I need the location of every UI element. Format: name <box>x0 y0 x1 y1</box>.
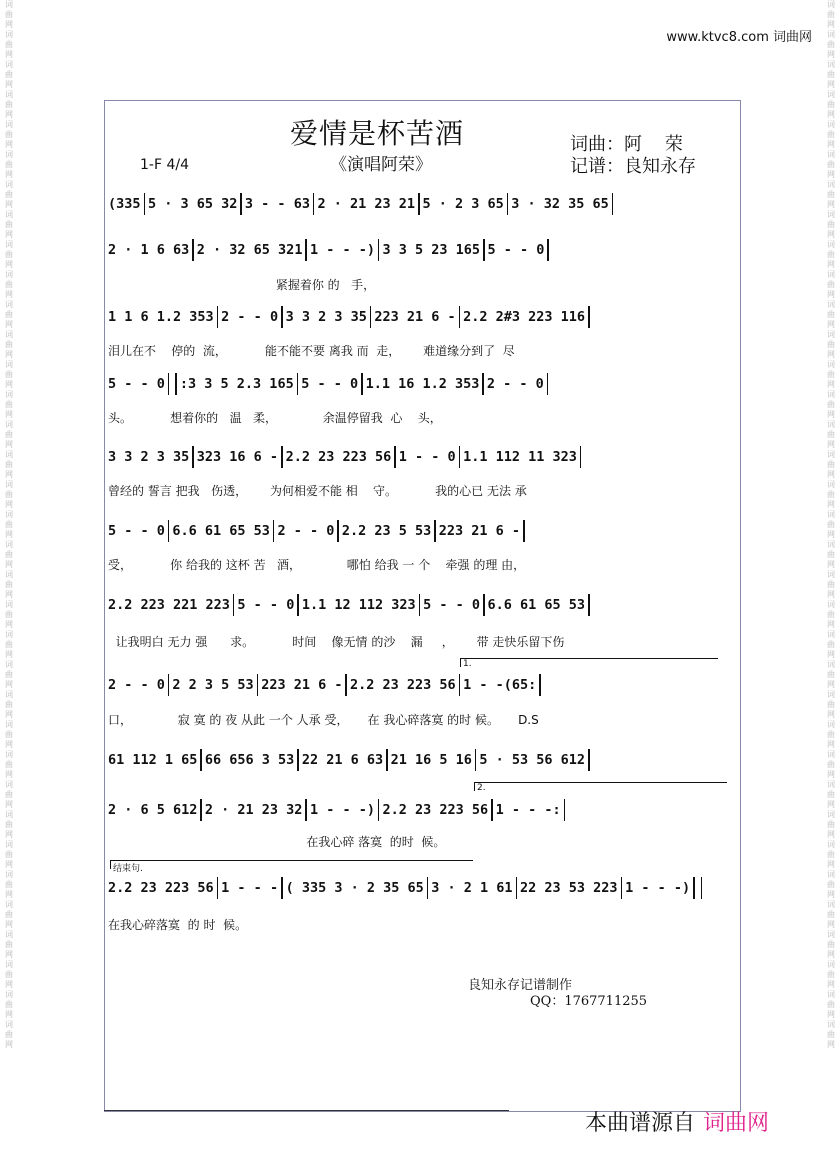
barline <box>482 373 484 395</box>
song-title: 爱情是杯苦酒 <box>290 117 465 150</box>
barline <box>281 877 283 899</box>
barline <box>168 674 170 696</box>
barline <box>588 749 590 771</box>
footer-qq: QQ：1767711255 <box>530 994 648 1009</box>
barline <box>305 799 307 821</box>
barline <box>370 306 372 328</box>
barline <box>427 877 429 899</box>
barline <box>701 877 703 899</box>
barline <box>297 373 299 395</box>
barline <box>378 799 380 821</box>
lyric-music-credit: 词曲：阿 荣 <box>570 134 683 155</box>
barline <box>459 674 461 696</box>
lyric-line: 在我心碎落寞 的 时 候。 <box>108 918 248 932</box>
notation-row: 2.2 23 223 56 1 - - - ( 335 3 · 2 35 65 3 · 2 1 61 22 23 53 223 1 - - -) <box>108 876 730 900</box>
barline <box>483 594 485 616</box>
barline <box>200 799 202 821</box>
lyric-line: 紧握着你 的 手， <box>108 278 376 292</box>
barline <box>693 877 695 899</box>
barline <box>475 749 477 771</box>
barline <box>337 520 339 542</box>
barline <box>361 373 363 395</box>
barline <box>200 749 202 771</box>
barline <box>257 674 259 696</box>
site-header[interactable]: www.ktvc8.com 词曲网 <box>666 30 812 45</box>
notation-row: 2 - - 0 2 2 3 5 53 223 21 6 - 2.2 23 223 56 1 - -(65: <box>108 673 730 697</box>
notation-row: 1 1 6 1.2 353 2 - - 0 3 3 2 3 35 223 21 6 - 2.2 2#3 223 116 <box>108 305 730 329</box>
barline <box>297 594 299 616</box>
barline <box>313 193 315 215</box>
brand-text: 本曲谱源自 <box>585 1111 696 1136</box>
bottom-rule <box>104 1110 509 1111</box>
lyric-line: 头。 想着你的 温 柔， 余温停留我 心 头， <box>108 411 442 425</box>
barline <box>547 239 549 261</box>
barline <box>175 373 177 395</box>
barline <box>394 446 396 468</box>
song-subtitle: 《演唱阿荣》 <box>330 155 432 175</box>
key-signature: 1-F 4/4 <box>140 157 189 173</box>
lyric-line: 让我明白 无力 强 求。 时间 像无情 的沙 漏 ， 带 走快乐留下伤 <box>108 635 565 649</box>
barline <box>483 239 485 261</box>
barline <box>192 446 194 468</box>
notation-row: 5 - - 0 6.6 61 65 53 2 - - 0 2.2 23 5 53 223 21 6 - <box>108 519 730 543</box>
side-watermark-right: 词曲网词曲网词曲网词曲网词曲网词曲网词曲网词曲网词曲网词曲网词曲网词曲网词曲网词曲网词曲网词曲网词曲网词曲网词曲网词曲网词曲网词曲网词曲网词曲网词曲网词曲网词曲网词曲网词曲网词曲网词曲网词曲网词曲网词曲网词曲网 <box>827 0 835 1049</box>
footer-maker: 良知永存记谱制作 <box>468 978 573 993</box>
barline <box>459 446 461 468</box>
lyric-line: 曾经的 誓言 把我 伤透， 为何相爱不能 相 守。 我的心已 无法 承 <box>108 484 527 498</box>
side-watermark-left: 词曲网词曲网词曲网词曲网词曲网词曲网词曲网词曲网词曲网词曲网词曲网词曲网词曲网词曲网词曲网词曲网词曲网词曲网词曲网词曲网词曲网词曲网词曲网词曲网词曲网词曲网词曲网词曲网词曲网词曲网词曲网词曲网词曲网词曲网词曲网 <box>5 0 13 1049</box>
barline <box>281 306 283 328</box>
barline <box>539 674 541 696</box>
notation-row: 61 112 1 65 66 656 3 53 22 21 6 63 21 16 5 16 5 · 53 56 612 <box>108 748 730 772</box>
barline <box>459 306 461 328</box>
credits <box>570 134 696 178</box>
barline <box>516 877 518 899</box>
barline <box>386 749 388 771</box>
barline <box>434 520 436 542</box>
barline <box>523 520 525 542</box>
barline <box>580 446 582 468</box>
barline <box>217 306 219 328</box>
volta-2: 2. <box>474 782 727 791</box>
notation-row: 3 3 2 3 35 323 16 6 - 2.2 23 223 56 1 - - 0 1.1 112 11 323 <box>108 445 730 469</box>
barline <box>588 306 590 328</box>
brand-site-link[interactable]: 词曲网 <box>703 1111 770 1136</box>
lyric-line: 泪儿在不 停的 流， 能不能不要 离我 而 走， 难道缘分到了 尽 <box>108 344 515 358</box>
barline <box>612 193 614 215</box>
barline <box>305 239 307 261</box>
barline <box>168 373 170 395</box>
barline <box>273 520 275 542</box>
notation-row: (335 5 · 3 65 32 3 - - 63 2 · 21 23 21 5 · 2 3 65 3 · 32 35 65 <box>108 192 730 216</box>
notation-row: 2 · 1 6 63 2 · 32 65 321 1 - - -) 3 3 5 23 165 5 - - 0 <box>108 238 730 262</box>
lyric-line: 受， 你 给我的 这杯 苦 酒， 哪怕 给我 一 个 牵强 的理 由， <box>108 558 526 572</box>
barline <box>192 239 194 261</box>
barline <box>507 193 509 215</box>
notation-credit: 记谱：良知永存 <box>570 156 696 177</box>
barline <box>418 193 420 215</box>
barline <box>217 877 219 899</box>
notation-row: 5 - - 0 :3 3 5 2.3 165 5 - - 0 1.1 16 1.2 353 2 - - 0 <box>108 372 730 396</box>
barline <box>491 799 493 821</box>
barline <box>168 520 170 542</box>
barline <box>621 877 623 899</box>
barline <box>419 594 421 616</box>
barline <box>233 594 235 616</box>
barline <box>564 799 566 821</box>
volta-1: 1. <box>460 658 718 667</box>
barline <box>378 239 380 261</box>
lyric-line: 在我心碎 落寞 的时 候。 <box>108 835 446 849</box>
lyric-line: 口， 寂 寞 的 夜 从此 一个 人承 受， 在 我心碎落寞 的时 候。 D.S <box>108 713 539 727</box>
barline <box>240 193 242 215</box>
barline <box>144 193 146 215</box>
barline <box>588 594 590 616</box>
notation-row: 2.2 223 221 223 5 - - 0 1.1 12 112 323 5 - - 0 6.6 61 65 53 <box>108 593 730 617</box>
notation-row: 2 · 6 5 612 2 · 21 23 32 1 - - -) 2.2 23 223 56 1 - - -: <box>108 798 730 822</box>
ending-label: 结束句. <box>110 860 473 869</box>
barline <box>547 373 549 395</box>
brand-footer[interactable] <box>585 1106 769 1137</box>
barline <box>345 674 347 696</box>
barline <box>281 446 283 468</box>
barline <box>297 749 299 771</box>
